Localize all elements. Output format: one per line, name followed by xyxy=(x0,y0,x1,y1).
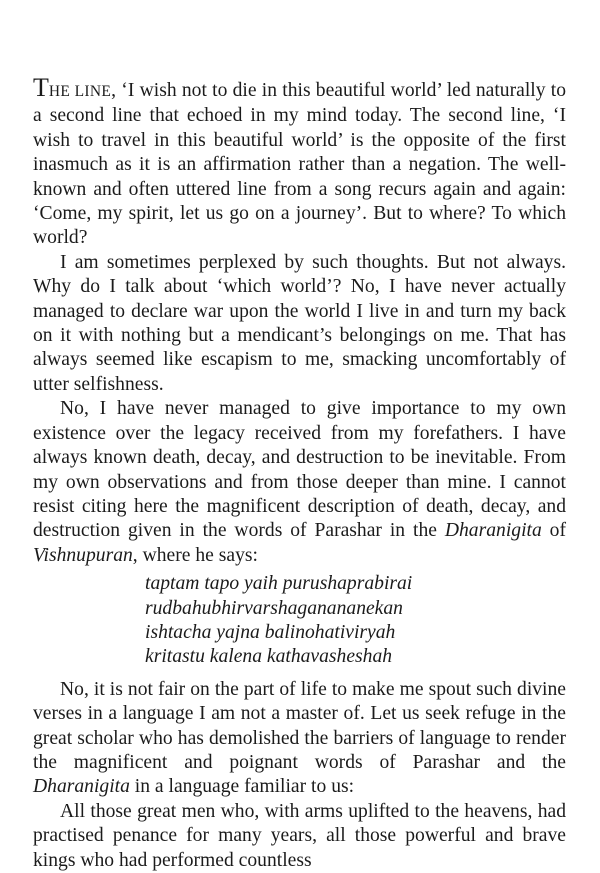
paragraph-3-text-c: , where he says: xyxy=(132,544,258,566)
paragraph-5: All those great men who, with arms uplifted to the heavens, had practised penance for many years, all those powerful and brave kings who had performed countless xyxy=(33,800,566,871)
page-body xyxy=(33,73,566,873)
paragraph-3 xyxy=(33,397,566,568)
paragraph-3-text-b: of xyxy=(541,520,566,542)
paragraph-3-text-a: No, I have never managed to give importance to my own existence over the legacy received from my forefathers. I have always known death, decay, and destruction to be inevitable. From my own observations and from those deeper than mine. I cannot resist citing here the magnificent description of death, decay, and destruction given in the words of Parashar in the xyxy=(33,398,566,542)
verse-line: taptam tapo yaih purushaprabirai xyxy=(145,573,413,595)
paragraph-4 xyxy=(33,678,566,800)
paragraph-2: I am sometimes perplexed by such thoughts. But not always. Why do I talk about ‘which world’? No, I have never actually managed to declare war upon the world I live in and turn my back on it with nothing but a mendicant’s belongings on me. That has always seemed like escapism to me, smacking uncomfortably of utter selfishness. xyxy=(33,251,566,395)
verse-line: kritastu kalena kathavasheshah xyxy=(145,646,393,668)
paragraph-1 xyxy=(33,73,566,251)
title-vishnupuran: Vishnupuran xyxy=(33,544,133,566)
small-caps-lead: HE LINE xyxy=(48,83,112,100)
sanskrit-verse xyxy=(145,572,566,670)
paragraph-4-text-a: No, it is not fair on the part of life to make me spout such divine verses in a language I am not a master of. Let us seek refuge in the great scholar who has demolished the barriers of language to render the magnificent and poignant words of Parashar and the xyxy=(33,678,566,773)
verse-line: rudbahubhirvarshaganananekan xyxy=(145,597,403,619)
paragraph-4-text-b: in a language familiar to us: xyxy=(129,776,355,798)
title-dharanigita: Dharanigita xyxy=(444,520,542,542)
verse-line: ishtacha yajna balinohativiryah xyxy=(145,621,396,643)
title-dharanigita-2: Dharanigita xyxy=(33,776,130,798)
paragraph-1-text: , ‘I wish not to die in this beautiful world’ led naturally to a second line that echoed in my mind today. The second line, ‘I wish to travel in this beautiful world’ is the opposite of the first inasmuch as it is an affirmation rather than a negation. The well-known and often uttered line from a song recurs again and again: ‘Come, my spirit, let us go on a journey’. But to where? To which world? xyxy=(33,80,566,249)
drop-cap: T xyxy=(33,73,49,102)
